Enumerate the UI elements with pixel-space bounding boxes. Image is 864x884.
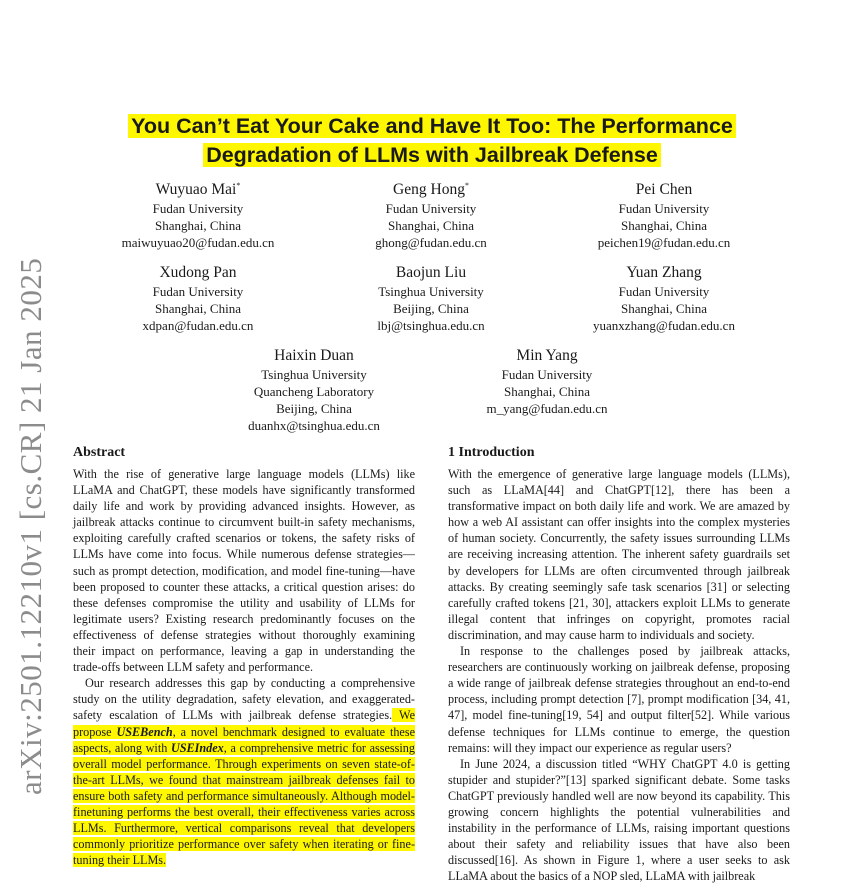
author-block [417,346,677,417]
author-block [301,263,561,334]
author-affiliation: Fudan University [618,284,710,299]
author-affiliation: Tsinghua University [261,367,367,382]
author-email: maiwuyuao20@fudan.edu.cn [121,235,275,250]
author-name: Xudong Pan [159,264,237,281]
author-location: Beijing, China [393,301,469,316]
author-location: Shanghai, China [621,218,707,233]
abstract-p2-text: Our research addresses this gap by conducting a comprehensive study on the utility degradation, safety elevation, and exaggerated-safety escalation of LLMs with jailbreak defense strategies. [73,676,415,723]
author-location: Shanghai, China [388,218,474,233]
author-email: duanhx@tsinghua.edu.cn [248,418,380,433]
author-name: Geng Hong [393,181,465,198]
author-name: Baojun Liu [395,264,467,281]
author-affiliation-2: Quancheng Laboratory [253,384,375,399]
title-line-1: You Can’t Eat Your Cake and Have It Too: The Performance [128,114,736,138]
usebench-term: USEBench [116,724,173,739]
author-location: Shanghai, China [155,218,241,233]
author-email: yuanxzhang@fudan.edu.cn [593,318,735,333]
highlighted-text: We propose [73,708,415,739]
author-affiliation: Fudan University [385,201,477,216]
author-block [534,263,794,334]
abstract-paragraph-2 [73,675,415,868]
author-block [534,180,794,251]
title-line-2: Degradation of LLMs with Jailbreak Defense [203,143,661,167]
author-name: Pei Chen [635,181,693,198]
abstract-heading: Abstract [73,445,126,460]
author-location: Shanghai, China [621,301,707,316]
author-location: Beijing, China [276,401,352,416]
abstract-paragraph-1: With the rise of generative large language models (LLMs) like LLaMA and ChatGPT, these models have significantly transformed daily life and work by providing advanced insights. However, as jailbreak attacks continue to circumvent built-in safety mechanisms, exploiting carefully crafted scenarios or tokens, the safety risks of LLMs have come into focus. While numerous defense strategies—such as prompt detection, modification, and model fine-tuning—have been proposed to counter these attacks, a critical question arises: do these defenses compromise the utility and usability of LLMs for legitimate users? Existing research predominantly focuses on the effectiveness of defense strategies without thoroughly examining their impact on performance, leaving a gap in understanding the trade-offs between LLM safety and performance. [73,467,415,675]
author-email: peichen19@fudan.edu.cn [597,235,731,250]
intro-paragraph-2: In response to the challenges posed by jailbreak attacks, researchers are continuously working on jailbreak defense, proposing a wide range of jailbreak defense strategies throughout an end-to-end process, including prompt detection [7], prompt modification [34, 41, 47], model fine-tuning[19, 54] and output filter[52]. While various defense techniques for LLMs continue to emerge, the question remains: will they impact our experience as regular users? [448,644,790,755]
author-email: xdpan@fudan.edu.cn [142,318,254,333]
arxiv-identifier: arXiv:2501.12210v1 [cs.CR] 21 Jan 2025 [13,257,48,795]
author-affiliation: Fudan University [152,284,244,299]
equal-contribution-mark: * [236,180,241,190]
author-block [184,346,444,434]
intro-paragraph-3: In June 2024, a discussion titled “WHY ChatGPT 4.0 is getting stupider and stupider?”[13] sparked significant debate. Some tasks ChatGPT previously handled well are now beyond its capability. This growing concern highlights the potential vulnerabilities and instability in the performance of LLMs, raising important questions about their safety and reliability issues that have also been discussed[16]. As shown in Figure 1, where a user seeks to ask LLaMA about the basics of a NOP sled, LLaMA with jailbreak [448,756,790,884]
paper-title [60,112,804,170]
author-block [68,263,328,334]
author-block [301,180,561,251]
introduction-section [448,444,790,884]
author-affiliation: Fudan University [618,201,710,216]
author-name: Yuan Zhang [626,264,702,281]
author-affiliation: Tsinghua University [378,284,484,299]
author-name: Wuyuao Mai [155,181,237,198]
author-location: Shanghai, China [155,301,241,316]
author-block [68,180,328,251]
author-affiliation: Fudan University [152,201,244,216]
intro-paragraph-1: With the emergence of generative large language models (LLMs), such as LLaMA[44] and ChatGPT[12], there has been a transformative impact on both daily life and work. We are amazed by how a web AI assistant can offer insights into the complex mysteries of human society. Concurrently, the safety issues surrounding LLMs are receiving increasing attention. The inherent safety guardrails set by developers for LLMs are often circumvented through jailbreak attacks. By creating seemingly safe task scenarios [31] or selecting carefully crafted tokens [21, 30], attackers exploit LLMs to generate illegal content that infringes on copyright, promotes racial discrimination, and may cause harm to individuals and society. [448,467,790,642]
useindex-term: USEIndex [170,740,224,755]
highlighted-text: , a comprehensive metric for assessing overall model performance. Through experiments on seven state-of-the-art LLMs, we found that mainstream jailbreak defenses fail to ensure both safety and performance simultaneously. Although model-finetuning performs the best overall, their effectiveness varies across LLMs. Furthermore, vertical comparisons reveal that developers commonly prioritize performance over safety when iterating or fine-tuning their LLMs. [73,740,415,868]
author-email: lbj@tsinghua.edu.cn [377,318,485,333]
author-email: ghong@fudan.edu.cn [375,235,487,250]
introduction-heading: 1 Introduction [448,445,535,460]
abstract-section [73,444,415,868]
equal-contribution-mark: * [464,180,469,190]
author-location: Shanghai, China [504,384,590,399]
highlighted-text: , a novel benchmark designed to evaluate these aspects, along with [73,724,415,755]
author-email: m_yang@fudan.edu.cn [486,401,608,416]
author-name: Min Yang [516,347,578,364]
author-affiliation: Fudan University [501,367,593,382]
author-name: Haixin Duan [274,347,354,364]
